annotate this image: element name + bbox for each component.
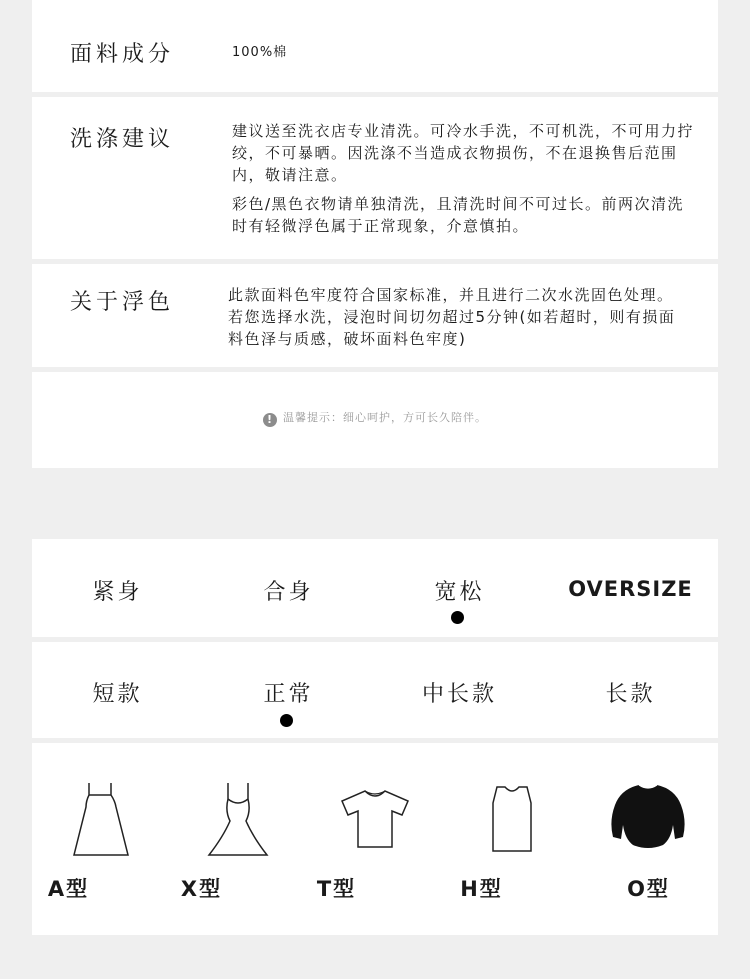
tip-line [32, 409, 718, 427]
fit-option-oversize: OVERSIZE [568, 577, 693, 601]
silhouette-t-label: T型 [316, 877, 357, 901]
length-option-short: 短款 [92, 682, 143, 707]
silhouette-a-label: A型 [47, 877, 90, 901]
t-shirt-icon [340, 781, 410, 857]
length-panel [32, 642, 718, 738]
length-option-long: 长款 [605, 682, 656, 707]
silhouette-x [169, 743, 306, 933]
a-line-dress-icon [66, 781, 136, 857]
fabric-label: 面料成分 [70, 42, 175, 67]
x-line-dress-icon [203, 781, 273, 857]
silhouette-panel [32, 743, 718, 935]
silhouette-x-label: X型 [180, 877, 223, 901]
washing-paragraph-1: 建议送至洗衣店专业清洗。可冷水手洗，不可机洗，不可用力拧绞，不可暴晒。因洗涤不当造成衣物损伤，不在退换售后范围内，敬请注意。 [232, 122, 695, 184]
fit-option-loose: 宽松 [434, 580, 485, 605]
exclamation-icon: ! [263, 413, 277, 427]
length-option-normal: 正常 [263, 682, 314, 707]
fabric-panel [32, 0, 718, 92]
tip-panel [32, 372, 718, 468]
washing-panel [32, 97, 718, 259]
silhouette-a [32, 743, 169, 933]
length-selected-marker [280, 714, 293, 727]
fit-panel [32, 539, 718, 637]
length-option-mid: 中长款 [421, 682, 497, 707]
h-line-tank-icon [477, 781, 547, 857]
fading-panel [32, 264, 718, 367]
silhouette-t [306, 743, 443, 933]
o-line-sweater-icon [610, 781, 686, 857]
fading-label: 关于浮色 [70, 290, 175, 315]
washing-label: 洗涤建议 [70, 127, 175, 152]
washing-paragraph-2: 彩色/黑色衣物请单独清洗，且清洗时间不可过长。前两次清洗时有轻微浮色属于正常现象，介意慎拍。 [232, 195, 685, 235]
fit-option-tight: 紧身 [92, 580, 143, 605]
silhouette-o [580, 743, 717, 933]
fabric-value: 100%棉 [232, 45, 288, 60]
fit-option-regular: 合身 [263, 580, 314, 605]
silhouette-o-label: O型 [627, 877, 670, 901]
fading-paragraph: 此款面料色牢度符合国家标准，并且进行二次水洗固色处理。若您选择水洗，浸泡时间切勿超过5分钟(如若超时，则有损面料色泽与质感，破坏面料色牢度) [228, 286, 676, 348]
fit-selected-marker [451, 611, 464, 624]
tip-text: 温馨提示：细心呵护，方可长久陪伴。 [283, 411, 487, 424]
silhouette-h [443, 743, 580, 933]
silhouette-h-label: H型 [460, 877, 503, 901]
